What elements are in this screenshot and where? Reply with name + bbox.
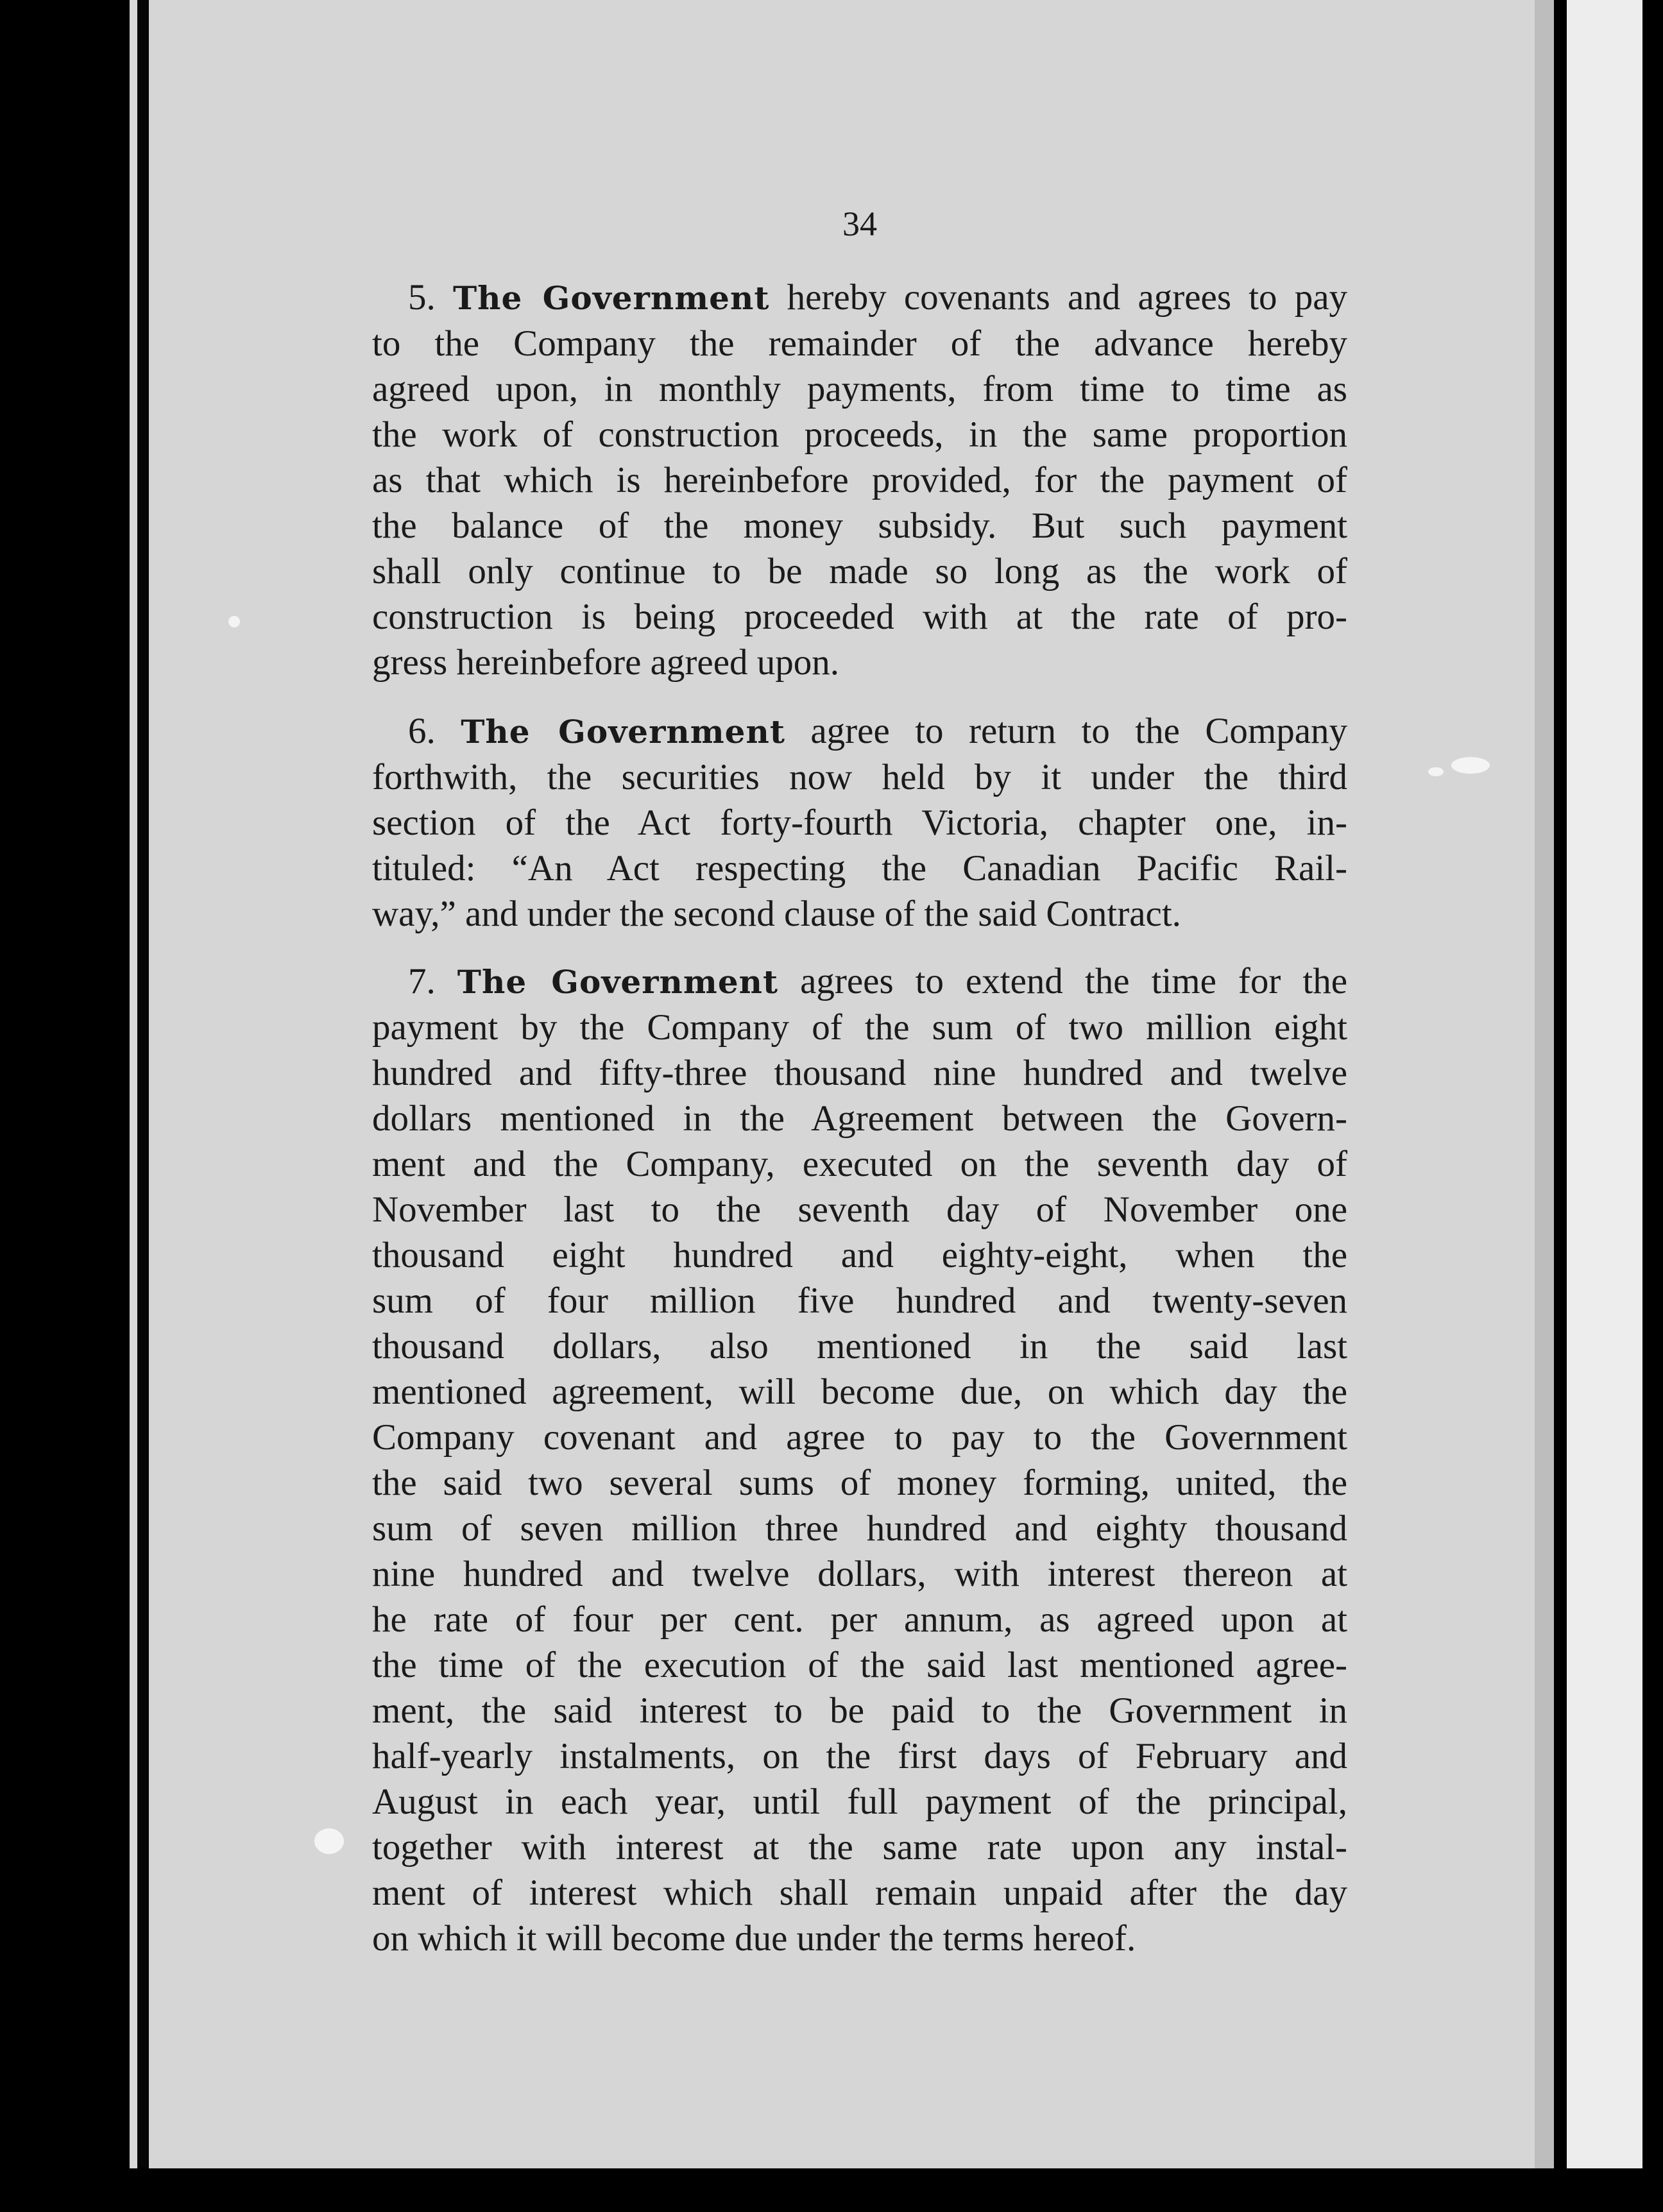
clause-5 [372,275,1347,685]
text-line: nine hundred and twelve dollars, with interest thereon at [372,1554,1347,1594]
text-line: sum of seven million three hundred and eighty thousand [372,1508,1347,1549]
text-line: hundred and fifty-three thousand nine hundred and twelve [372,1053,1347,1093]
text-line: November last to the seventh day of November one [372,1189,1347,1230]
page-edge-shadow [1535,0,1554,2168]
clause-6-first-line [372,708,1347,754]
clause-7-first-line [372,958,1347,1005]
clause-lead: The Government [461,713,785,751]
text-line: payment by the Company of the sum of two million eight [372,1007,1347,1048]
clause-6 [372,708,1347,937]
text-line: he rate of four per cent. per annum, as agreed upon at [372,1599,1347,1640]
left-margin-dark [0,0,128,2212]
clause-lead: The Government [457,963,779,1001]
text-line: ment and the Company, executed on the seventh day of [372,1144,1347,1184]
scan-speck [1428,767,1444,776]
right-gutter [1554,0,1567,2212]
text-line: on which it will become due under the terms hereof. [372,1918,1136,1959]
scan-speck [228,616,240,627]
text-line: forthwith, the securities now held by it under the third [372,757,1347,797]
text-line: way,” and under the second clause of the said Contract. [372,894,1181,934]
text-line: ment of interest which shall remain unpaid after the day [372,1873,1347,1913]
text-line: as that which is hereinbefore provided, for the payment of [372,460,1347,500]
text-line: August in each year, until full payment of the principal, [372,1782,1347,1822]
text-line: section of the Act forty-fourth Victoria, chapter one, in- [372,803,1347,843]
text-line: agreed upon, in monthly payments, from time to time as [372,369,1347,409]
clause-7 [372,958,1347,1961]
text-line: the work of construction proceeds, in the same proportion [372,414,1347,455]
text-line: hereby covenants and agrees to pay [787,277,1348,318]
text-line: agree to return to the Company [810,711,1347,751]
right-outer-edge [1642,0,1663,2212]
text-line: the balance of the money subsidy. But such payment [372,506,1347,546]
scan-speck [1451,757,1490,774]
clause-number: 6. [408,711,436,751]
scan-speck [314,1828,344,1854]
text-line: thousand dollars, also mentioned in the said last [372,1326,1347,1366]
text-line: thousand eight hundred and eighty-eight, when the [372,1235,1347,1275]
clause-number: 7. [408,961,436,1001]
text-line: Company covenant and agree to pay to the Government [372,1417,1347,1458]
text-line: tituled: “An Act respecting the Canadian Pacific Rail- [372,848,1347,889]
page-number: 34 [842,205,877,243]
text-line: sum of four million five hundred and twenty-seven [372,1280,1347,1321]
clause-lead: The Government [452,279,770,317]
text-line: together with interest at the same rate upon any instal- [372,1827,1347,1867]
bottom-margin-dark [0,2168,1663,2212]
clause-5-first-line [372,275,1347,321]
clause-number: 5. [408,277,436,318]
text-line: shall only continue to be made so long as the work of [372,551,1347,591]
text-line: the time of the execution of the said last mentioned agree- [372,1645,1347,1685]
text-line: the said two several sums of money forming, united, the [372,1463,1347,1503]
text-line: half-yearly instalments, on the first days of February and [372,1736,1347,1776]
text-line: construction is being proceeded with at the rate of pro- [372,597,1347,637]
text-line: mentioned agreement, will become due, on which day the [372,1372,1347,1412]
text-line: dollars mentioned in the Agreement between the Govern- [372,1098,1347,1139]
text-line: agrees to extend the time for the [800,961,1348,1001]
text-line: gress hereinbefore agreed upon. [372,642,840,683]
left-page-border [130,0,137,2212]
text-line: ment, the said interest to be paid to the Government in [372,1690,1347,1731]
text-line: to the Company the remainder of the advance hereby [372,323,1347,364]
